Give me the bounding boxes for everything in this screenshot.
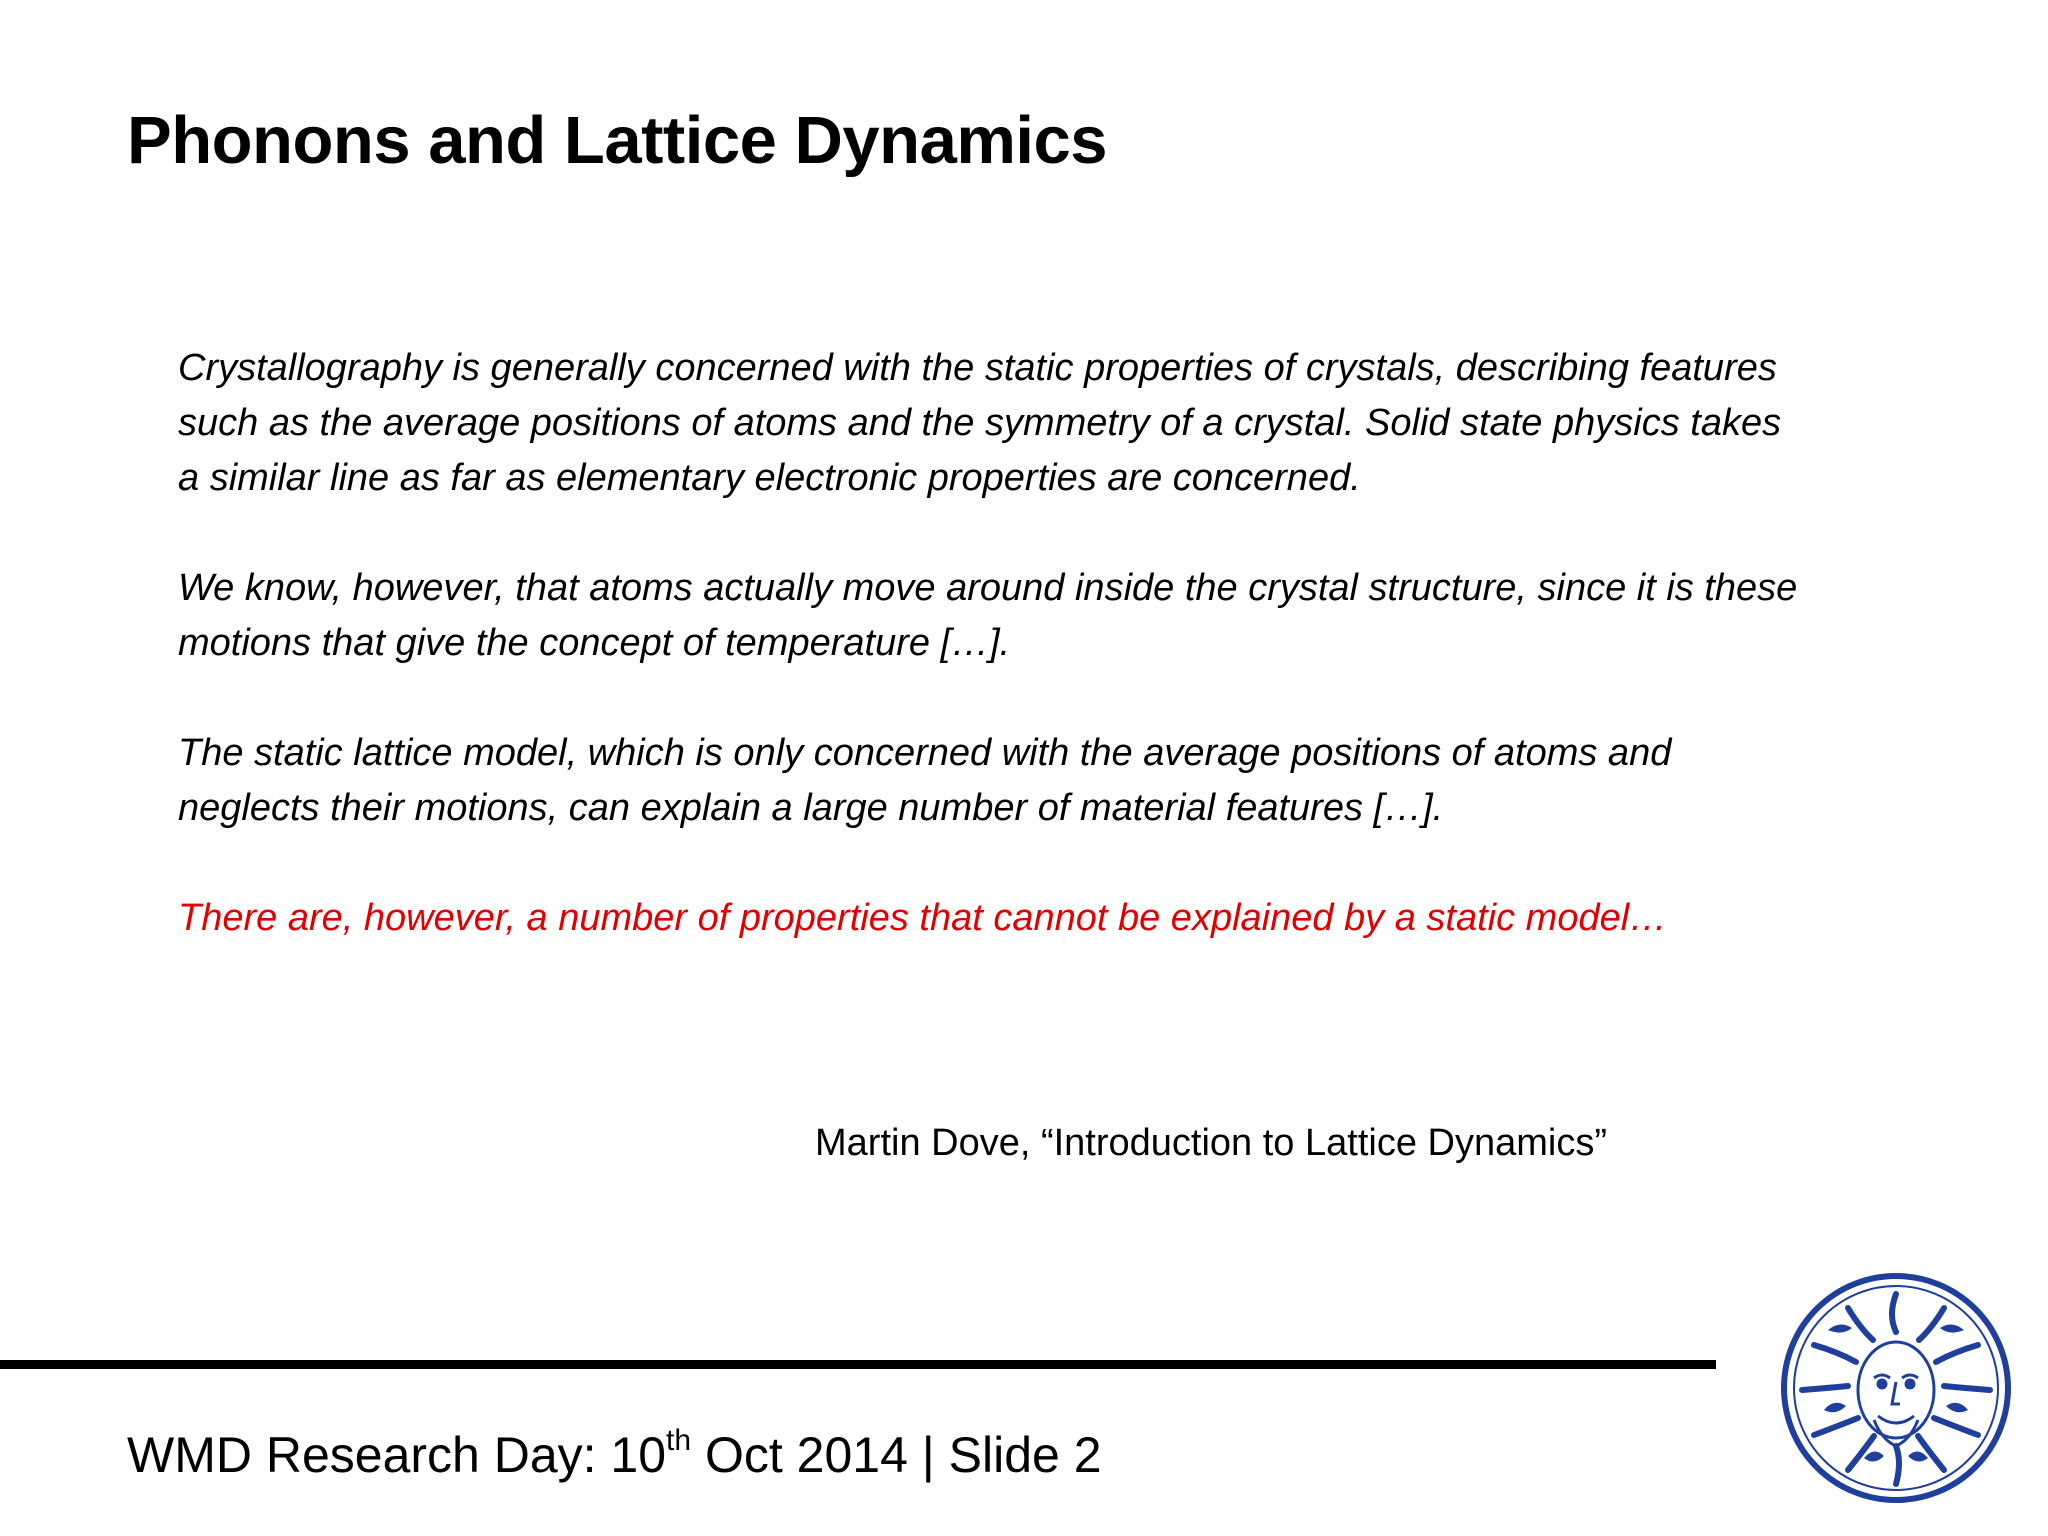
quote-paragraph-3: The static lattice model, which is only concerned with the average positions of atoms and neglects their motions, can explain a large number of material features […]. [178, 732, 1672, 829]
university-seal-icon [1778, 1270, 2014, 1506]
footer-caption-prefix: WMD Research Day: 10 [127, 1427, 667, 1483]
quote-attribution: Martin Dove, “Introduction to Lattice Dynamics” [815, 1122, 1607, 1164]
footer-caption-superscript: th [666, 1424, 692, 1457]
quote-highlight: There are, however, a number of properties that cannot be explained by a static model… [178, 897, 1668, 939]
footer-caption-suffix: Oct 2014 | Slide 2 [691, 1427, 1102, 1483]
quote-block [178, 341, 1798, 946]
footer-divider [0, 1360, 1716, 1369]
quote-paragraph-1: Crystallography is generally concerned with the static properties of crystals, describing features such as the average positions of atoms and the symmetry of a crystal. Solid state physics takes a similar line as far as elementary electronic properties are concerned. [178, 347, 1782, 499]
slide-title: Phonons and Lattice Dynamics [127, 103, 1108, 178]
quote-paragraph-2: We know, however, that atoms actually move around inside the crystal structure, since it is these motions that give the concept of temperature […]. [178, 567, 1798, 664]
footer-caption [127, 1424, 1102, 1483]
